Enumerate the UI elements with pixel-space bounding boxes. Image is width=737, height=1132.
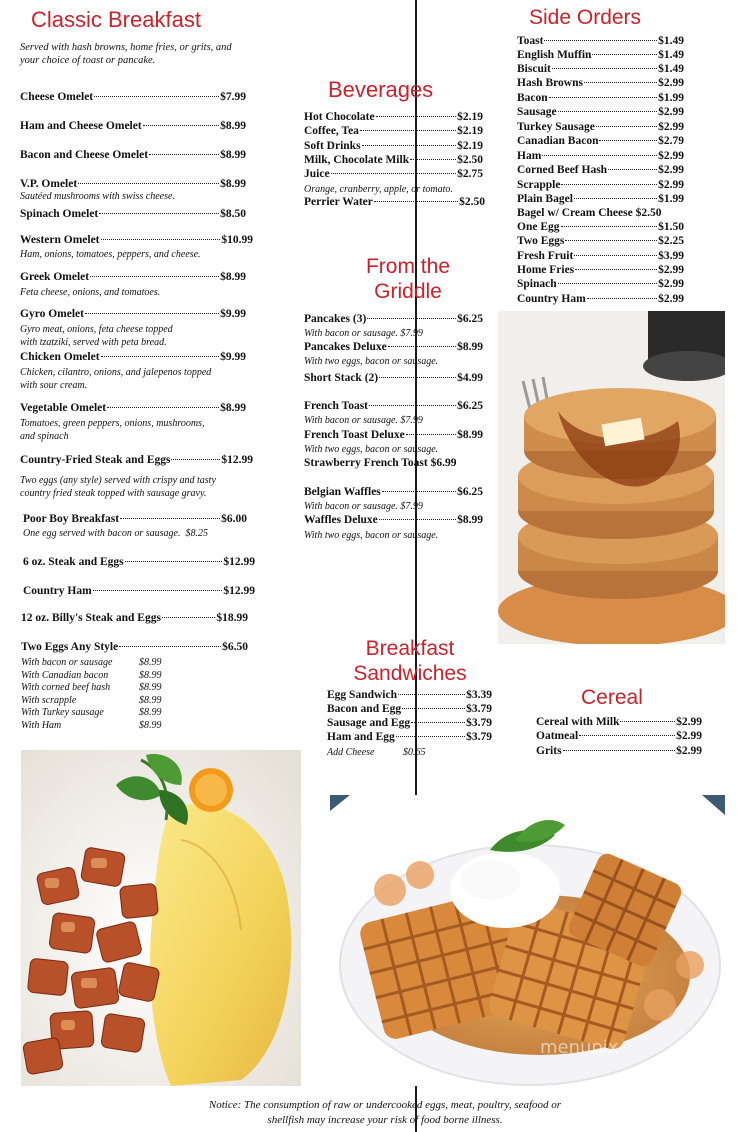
food-safety-notice [150, 1098, 620, 1128]
waffles-photo [330, 795, 725, 1086]
menu-item: Vegetable Omelet $8.99 [20, 402, 246, 414]
menu-item: Grits $2.99 [536, 745, 702, 757]
menu-item: Home Fries $2.99 [517, 264, 684, 276]
menu-item: Belgian Waffles $6.25 [304, 486, 483, 498]
menu-item: Juice $2.75 [304, 168, 483, 180]
omelet-illustration [21, 750, 301, 1086]
classic-breakfast-title: Classic Breakfast [31, 7, 201, 32]
griddle-title-line-2: Griddle [374, 280, 442, 303]
menu-item: Country Ham $2.99 [517, 293, 684, 305]
menu-item: Sausage and Egg $3.79 [327, 717, 492, 729]
menu-item: Pancakes (3) $6.25 [304, 313, 483, 325]
menu-item: Perrier Water $2.50 [304, 196, 485, 208]
menu-item-description: With bacon or sausage. $7.99 [304, 415, 423, 426]
notice-line-1: Notice: The consumption of raw or undercooked eggs, meat, poultry, seafood or [208, 1099, 562, 1111]
side-orders-title: Side Orders [529, 6, 642, 29]
menu-item: Hash Browns $2.99 [517, 77, 684, 89]
menu-item: Gyro Omelet $9.99 [20, 308, 246, 320]
menu-item: 12 oz. Billy's Steak and Eggs $18.99 [21, 612, 248, 624]
griddle-title [318, 254, 498, 304]
sandwiches-title [320, 636, 500, 686]
menu-item: Turkey Sausage $2.99 [517, 121, 684, 133]
menu-item: Ham and Egg $3.79 [327, 731, 492, 743]
menu-item: Poor Boy Breakfast $6.00 [23, 513, 247, 525]
menu-item: Egg Sandwich $3.39 [327, 689, 492, 701]
menu-item-description: One egg served with bacon or sausage. $8.25 [23, 528, 208, 539]
menu-item-description: Sautéed mushrooms with swiss cheese. [20, 191, 175, 202]
menu-item: Coffee, Tea $2.19 [304, 125, 483, 137]
option-row: With Canadian bacon $8.99 [21, 669, 162, 681]
menu-item: Scrapple $2.99 [517, 179, 684, 191]
add-cheese-note: Add Cheese $0.65 [327, 747, 426, 758]
menu-item: Sausage $2.99 [517, 106, 684, 118]
menu-item: Bacon and Egg $3.79 [327, 703, 492, 715]
two-eggs-options [21, 657, 162, 732]
classic-intro-line-1: Served with hash browns, home fries, or grits, and [20, 42, 232, 53]
menu-item: Chicken Omelet $9.99 [20, 351, 246, 363]
menu-item: Biscuit $1.49 [517, 63, 684, 75]
sandwiches-title-line-1: Breakfast [365, 637, 455, 660]
griddle-title-line-1: From the [365, 255, 451, 278]
menu-item: Oatmeal $2.99 [536, 730, 702, 742]
menu-item: Cereal with Milk $2.99 [536, 716, 702, 728]
menu-item: Strawberry French Toast $6.99 [304, 457, 457, 469]
menu-item-description: With two eggs, bacon or sausage. [304, 444, 439, 455]
menu-item: Milk, Chocolate Milk $2.50 [304, 154, 483, 166]
menu-item: Ham and Cheese Omelet $8.99 [20, 120, 246, 132]
pancake-stack [518, 388, 718, 599]
menu-item: Spinach Omelet $8.50 [20, 208, 246, 220]
menu-item: English Muffin $1.49 [517, 49, 684, 61]
menu-item-description: Feta cheese, onions, and tomatoes. [20, 287, 161, 298]
menu-item: Toast $1.49 [517, 35, 684, 47]
watermark: menupix [540, 1037, 619, 1058]
classic-breakfast-intro [20, 41, 232, 67]
pancakes-illustration [498, 311, 725, 644]
menu-item-description: Orange, cranberry, apple, or tomato. [304, 184, 453, 195]
menu-item-description: Tomatoes, green peppers, onions, mushrooms, and spinach [20, 418, 205, 442]
option-row: With Ham $8.99 [21, 719, 162, 731]
menu-item: Bagel w/ Cream Cheese $2.50 [517, 207, 662, 219]
omelet-photo [21, 750, 301, 1086]
option-row: With corned beef hash $8.99 [21, 682, 162, 693]
menu-item: Waffles Deluxe $8.99 [304, 514, 483, 526]
option-row: With bacon or sausage $8.99 [21, 657, 162, 668]
menu-item-description: With bacon or sausage. $7.99 [304, 501, 423, 512]
cereal-title: Cereal [581, 686, 643, 709]
menu-item: Short Stack (2) $4.99 [304, 372, 483, 384]
menu-item: One Egg $1.50 [517, 221, 684, 233]
menu-item: Corned Beef Hash $2.99 [517, 164, 684, 176]
option-row: With scrapple $8.99 [21, 694, 162, 706]
menu-item: Country-Fried Steak and Eggs $12.99 [20, 454, 253, 466]
waffles-illustration [330, 795, 725, 1086]
menu-item: Country Ham $12.99 [23, 585, 255, 597]
menu-item: Fresh Fruit $3.99 [517, 250, 684, 262]
classic-intro-line-2: your choice of toast or pancake. [20, 55, 156, 66]
menu-item: Hot Chocolate $2.19 [304, 111, 483, 123]
menu-item-description: With bacon or sausage. $7.99 [304, 328, 423, 339]
sandwiches-title-line-2: Sandwiches [353, 662, 467, 685]
menu-item-description: With two eggs, bacon or sausage. [304, 530, 439, 541]
menu-item: French Toast Deluxe $8.99 [304, 429, 483, 441]
menu-item: Plain Bagel $1.99 [517, 193, 684, 205]
menu-item: Ham $2.99 [517, 150, 684, 162]
menu-item: Soft Drinks $2.19 [304, 140, 483, 152]
option-row: With Turkey sausage $8.99 [21, 707, 162, 718]
menu-item: Western Omelet $10.99 [20, 234, 253, 246]
menu-item: French Toast $6.25 [304, 400, 483, 412]
menu-item: Two Eggs Any Style $6.50 [21, 641, 248, 653]
menu-item: V.P. Omelet $8.99 [20, 178, 246, 190]
beverages-title: Beverages [328, 77, 434, 102]
menu-item: 6 oz. Steak and Eggs $12.99 [23, 556, 255, 568]
notice-line-2: shellfish may increase your risk of food borne illness. [267, 1114, 503, 1126]
menu-item: Greek Omelet $8.99 [20, 271, 246, 283]
menu-item-description: Gyro meat, onions, feta cheese topped with tzatziki, served with peta bread. [20, 324, 173, 348]
menu-item-description: Two eggs (any style) served with crispy and tasty country fried steak topped with sausage gravy. [20, 475, 216, 499]
menu-item-description: With two eggs, bacon or sausage. [304, 356, 439, 367]
menu-item: Canadian Bacon $2.79 [517, 135, 684, 147]
menu-item-description: Chicken, cilantro, onions, and jalepenos topped with sour cream. [20, 367, 212, 391]
menu-item: Two Eggs $2.25 [517, 235, 684, 247]
menu-item: Pancakes Deluxe $8.99 [304, 341, 483, 353]
menu-item: Cheese Omelet $7.99 [20, 91, 246, 103]
menu-item: Spinach $2.99 [517, 278, 684, 290]
menu-item: Bacon $1.99 [517, 92, 684, 104]
menu-item-description: Ham, onions, tomatoes, peppers, and cheese. [20, 249, 201, 260]
menu-item: Bacon and Cheese Omelet $8.99 [20, 149, 246, 161]
pancakes-photo [498, 311, 725, 644]
